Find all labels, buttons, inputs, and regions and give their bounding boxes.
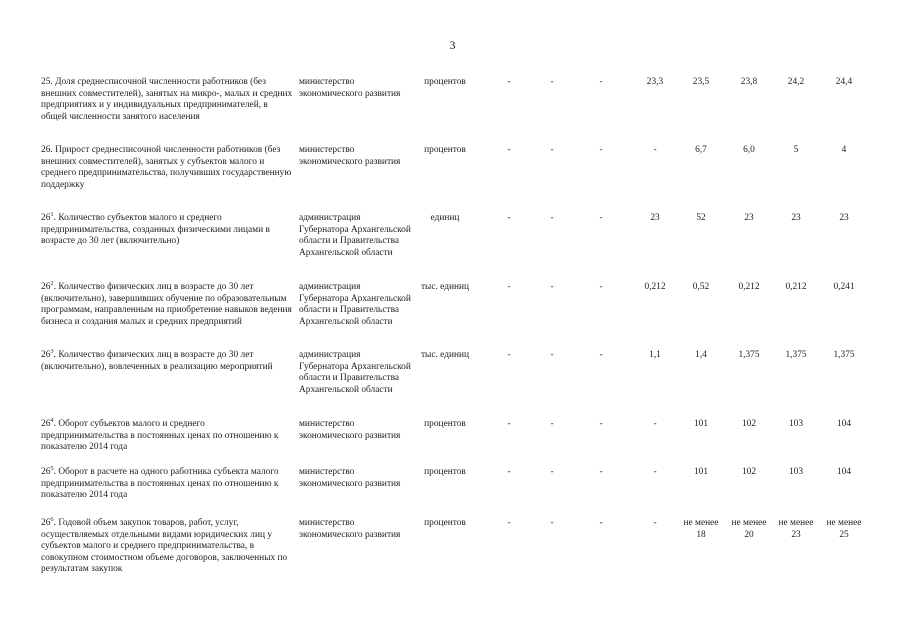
value: - [599, 350, 603, 360]
indicator-number: 26 [41, 350, 51, 360]
indicator-number: 26 [41, 282, 51, 292]
value: - [550, 145, 554, 155]
indicator-superscript: 4 [50, 417, 54, 424]
value: 0,212 [785, 282, 807, 292]
indicator-name [41, 350, 293, 373]
value: 0,241 [833, 282, 855, 292]
indicator-superscript: 3 [50, 348, 54, 355]
responsible-body: министерство экономического развития [299, 77, 401, 99]
indicator-text: . Оборот субъектов малого и среднего предпринимательства в постоянных ценах по отношению к показателю 2014 года [41, 419, 279, 453]
indicator-name [41, 282, 293, 328]
value: - [550, 77, 554, 87]
value: 6,0 [743, 145, 755, 155]
indicator-superscript: 5 [50, 465, 54, 472]
value: 6,7 [695, 145, 707, 155]
value: 4 [841, 145, 847, 155]
value: 23,3 [646, 77, 664, 87]
value: - [550, 350, 554, 360]
value: - [550, 282, 554, 292]
indicator-superscript: 6 [50, 516, 54, 523]
indicator-number: 26. [41, 145, 53, 155]
value: 24,4 [835, 77, 853, 87]
value: 24,2 [787, 77, 805, 87]
value: - [550, 467, 554, 477]
indicator-superscript: 2 [50, 280, 54, 287]
indicator-name [41, 518, 293, 576]
indicator-number: 26 [41, 419, 51, 429]
value: - [507, 77, 511, 87]
value: - [507, 145, 511, 155]
unit: единиц [430, 213, 460, 223]
value: 1,375 [785, 350, 807, 360]
value: не менее 20 [731, 518, 767, 540]
value: 23,5 [692, 77, 710, 87]
value: - [653, 518, 657, 528]
value: - [507, 518, 511, 528]
value: 104 [836, 419, 852, 429]
indicator-name [41, 77, 293, 123]
indicator-name [41, 213, 293, 248]
unit: тыс. единиц [420, 350, 470, 360]
responsible-body: министерство экономического развития [299, 145, 401, 167]
value: 103 [788, 467, 804, 477]
responsible-body: администрация Губернатора Архангельской области и Правительства Архангельской области [299, 282, 411, 327]
indicator-text: Прирост среднесписочной численности работников (без внешних совместителей), занятых у субъектов малого и среднего предпринимательства, получивших государственную поддержку [41, 145, 292, 190]
indicator-name [41, 145, 293, 191]
value: 102 [741, 467, 757, 477]
value: 23 [839, 213, 849, 223]
value: - [507, 350, 511, 360]
unit: процентов [424, 145, 466, 155]
unit: процентов [424, 77, 466, 87]
unit: тыс. единиц [420, 282, 470, 292]
value: - [599, 518, 603, 528]
value: - [507, 282, 511, 292]
value: - [507, 467, 511, 477]
page-number: 3 [449, 38, 456, 52]
value: - [550, 419, 554, 429]
value: 102 [741, 419, 757, 429]
value: 1,375 [833, 350, 855, 360]
value: - [599, 145, 603, 155]
value: - [550, 518, 554, 528]
indicator-text: . Количество субъектов малого и среднего предпринимательства, созданных физическими лицами в возрасте до 30 лет (включительно) [41, 213, 270, 247]
value: - [599, 213, 603, 223]
value: - [599, 77, 603, 87]
value: 1,4 [695, 350, 707, 360]
value: 23 [791, 213, 801, 223]
responsible-body: администрация Губернатора Архангельской области и Правительства Архангельской области [299, 350, 411, 395]
value: 1,1 [649, 350, 661, 360]
value: - [599, 282, 603, 292]
value: не менее 25 [826, 518, 862, 540]
value: 52 [696, 213, 706, 223]
value: 23 [650, 213, 660, 223]
indicator-text: . Годовой объем закупок товаров, работ, услуг, осуществляемых отдельными видами юридических лиц у субъектов малого и среднего предпринимательства, в совокупном стоимостном объеме договоров, заключенных по результатам закупок [41, 518, 288, 575]
value: - [653, 467, 657, 477]
value: 101 [693, 467, 709, 477]
value: не менее 23 [778, 518, 814, 540]
unit: процентов [424, 518, 466, 528]
indicator-number: 26 [41, 467, 51, 477]
indicator-text: . Количество физических лиц в возрасте до 30 лет (включительно), завершивших обучение по образовательным программам, направленным на приобретение навыков ведения бизнеса и создания малых и средних предприятий [41, 282, 292, 327]
unit: процентов [424, 467, 466, 477]
responsible-body: администрация Губернатора Архангельской области и Правительства Архангельской области [299, 213, 411, 258]
value: 104 [836, 467, 852, 477]
indicator-text: . Количество физических лиц в возрасте до 30 лет (включительно), вовлеченных в реализацию мероприятий [41, 350, 273, 372]
responsible-body: министерство экономического развития [299, 467, 401, 489]
indicator-number: 26 [41, 213, 51, 223]
indicator-number: 25. [41, 77, 53, 87]
value: - [653, 145, 657, 155]
indicator-name [41, 467, 293, 502]
value: 23 [744, 213, 754, 223]
responsible-body: министерство экономического развития [299, 518, 401, 540]
indicator-superscript: 1 [50, 211, 54, 218]
value: 23,8 [740, 77, 758, 87]
value: - [507, 213, 511, 223]
value: 0,212 [644, 282, 666, 292]
value: 5 [793, 145, 799, 155]
value: 101 [693, 419, 709, 429]
responsible-body: министерство экономического развития [299, 419, 401, 441]
indicator-number: 26 [41, 518, 51, 528]
value: - [599, 419, 603, 429]
value: - [507, 419, 511, 429]
value: не менее 18 [683, 518, 719, 540]
value: 103 [788, 419, 804, 429]
indicator-text: Доля среднесписочной численности работников (без внешних совместителей), занятых на микро-, малых и средних предприятиях и у индивидуальных предпринимателей, в общей численности занятого населения [41, 77, 293, 122]
value: - [599, 467, 603, 477]
value: 0,52 [692, 282, 710, 292]
value: 0,212 [738, 282, 760, 292]
value: 1,375 [738, 350, 760, 360]
indicator-text: . Оборот в расчете на одного работника субъекта малого предпринимательства в постоянных ценах по отношению к показателю 2014 года [41, 467, 279, 501]
value: - [653, 419, 657, 429]
unit: процентов [424, 419, 466, 429]
value: - [550, 213, 554, 223]
indicator-name [41, 419, 293, 454]
